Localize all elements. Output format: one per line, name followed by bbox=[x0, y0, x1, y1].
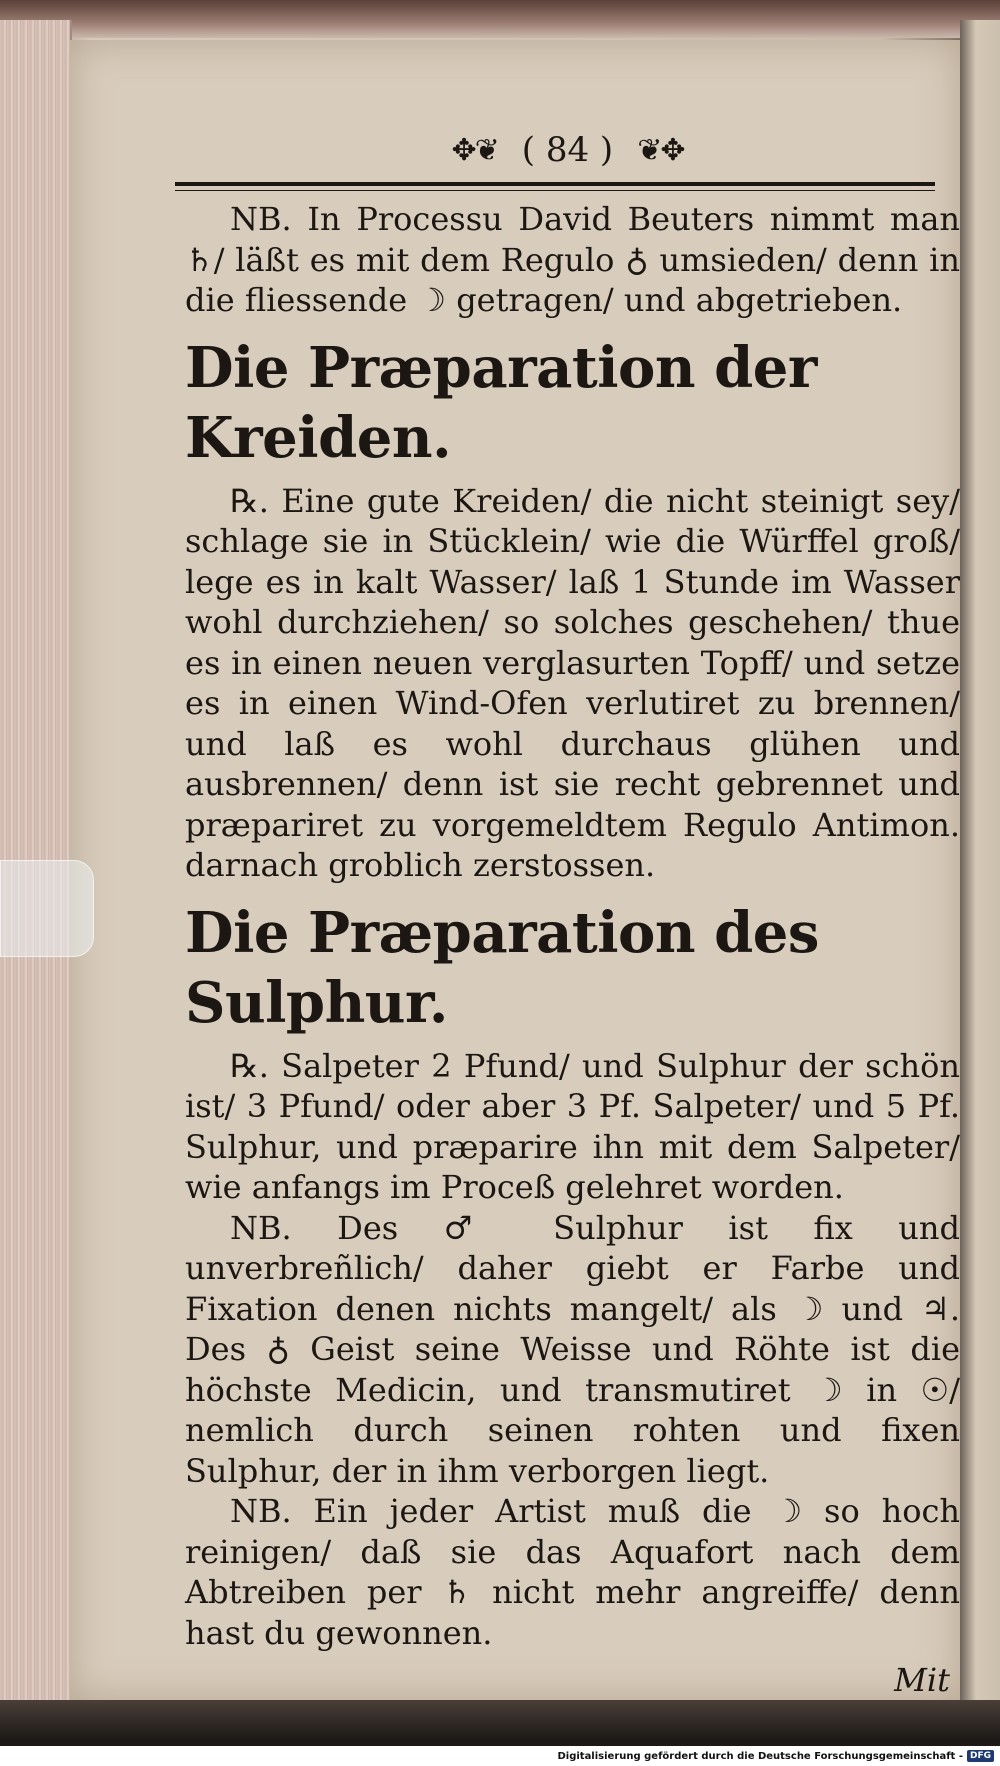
catchword: Mit bbox=[894, 1661, 950, 1699]
ornament-right-icon: ❦✥ bbox=[637, 132, 684, 168]
paragraph-sulphur: ℞. Salpeter 2 Pfund/ und Sulphur der schön ist/ 3 Pfund/ oder aber 3 Pf. Salpeter/ und 5 Pf. Sulphur, und præparire ihn mit dem Salpeter/ wie anfangs im Proceß gelehret worden. bbox=[185, 1046, 960, 1206]
book-top-edge bbox=[0, 0, 1000, 38]
page-header bbox=[175, 130, 960, 170]
footer-bar bbox=[0, 1746, 1000, 1766]
heading-sulphur: Die Præparation des Sulphur. bbox=[185, 899, 819, 1036]
page-content bbox=[185, 130, 960, 1699]
paragraph-nb-beuter: NB. In Processu David Beuters nimmt man ♄/ läßt es mit dem Regulo ♁ umsieden/ denn in die fliessende ☽ getragen/ und abgetrieben. bbox=[185, 200, 960, 319]
paragraph-nb-artist: NB. Ein jeder Artist muß die ☽ so hoch reinigen/ daß sie das Aquafort nach dem Abtreiben per ♄ nicht mehr angreiffe/ denn hast du gewonnen. bbox=[185, 1492, 960, 1652]
paragraph-nb-mars: NB. Des ♂ Sulphur ist fix und unverbreñlich/ daher giebt er Farbe und Fixation denen nichts mangelt/ als ☽ und ♃. Des ♁ Geist seine Weisse und Röhte ist die höchste Medicin, und transmutiret ☽ in ☉/ nemlich durch seinen rohten und fixen Sulphur, der in ihm verborgen liegt. bbox=[185, 1208, 960, 1490]
facing-page-edge bbox=[960, 20, 1000, 1710]
dfg-logo-icon: DFG bbox=[967, 1750, 994, 1762]
paragraph-kreiden: ℞. Eine gute Kreiden/ die nicht steinigt sey/ schlage sie in Stücklein/ wie die Würffel groß/ lege es in kalt Wasser/ laß 1 Stunde im Wasser wohl durchziehen/ so solches geschehen/ thue es in einen neuen verglasurten Topff/ und setze es in einen Wind-Ofen verlutiret zu brennen/ und laß es wohl durchaus glühen und ausbrennen/ denn ist sie recht gebrennet und præpariret zu vorgemeldtem Regulo Antimon. darnach groblich zerstossen. bbox=[185, 481, 960, 884]
header-rule bbox=[175, 182, 935, 186]
header-rule-thin bbox=[175, 190, 935, 191]
ornament-left-icon: ✥❦ bbox=[451, 132, 498, 168]
heading-kreiden: Die Præparation der Kreiden. bbox=[185, 334, 817, 471]
page-number: ( 84 ) bbox=[521, 130, 614, 170]
footer-credit: Digitalisierung gefördert durch die Deutsche Forschungsgemeinschaft - bbox=[557, 1750, 963, 1762]
bookmark-strip bbox=[0, 860, 94, 957]
